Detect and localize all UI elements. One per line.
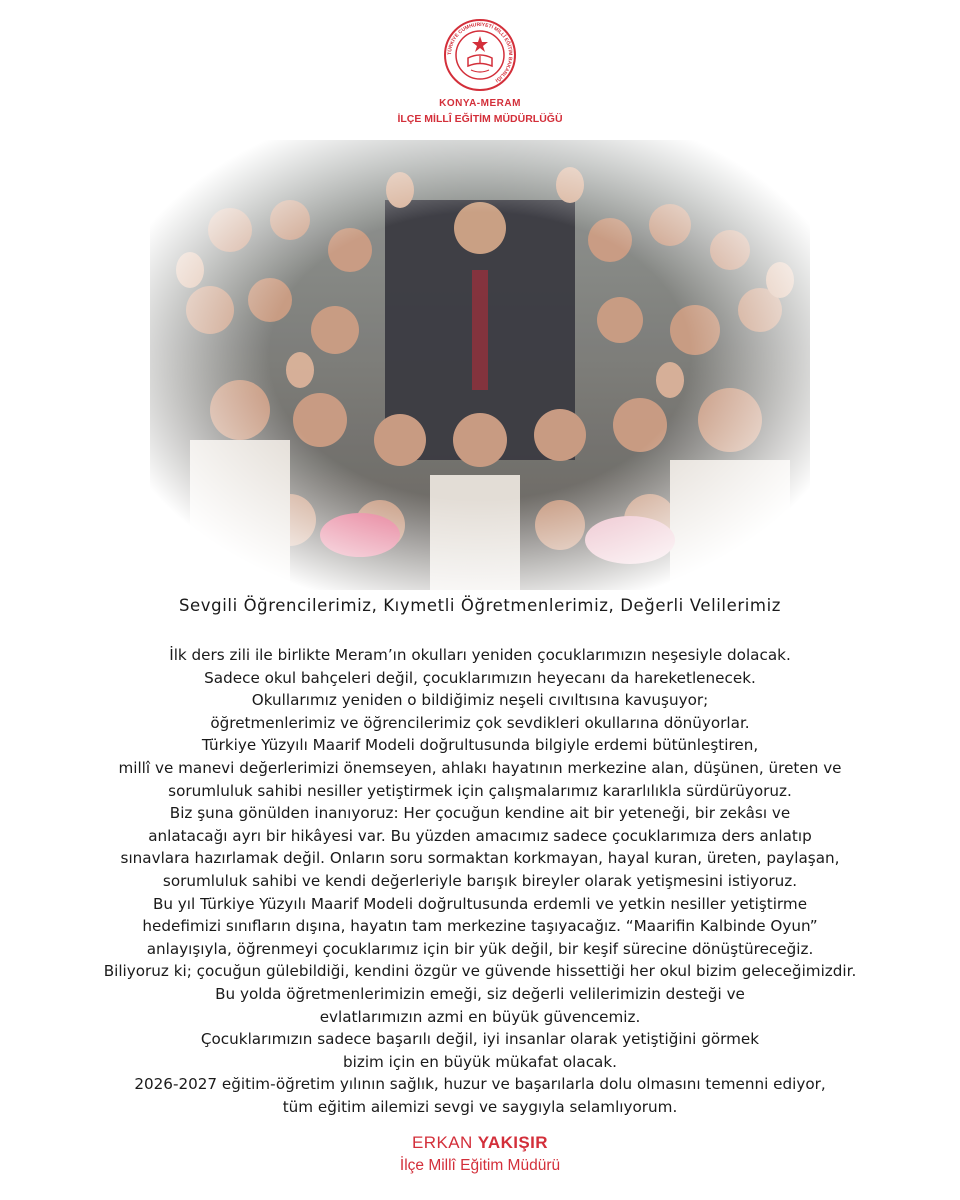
ministry-seal-icon bbox=[443, 18, 517, 92]
salutation: Sevgili Öğrencilerimiz, Kıymetli Öğretmenlerimiz, Değerli Velilerimiz bbox=[178, 596, 782, 615]
message-line: 2026-2027 eğitim-öğretim yılının sağlık, huzur ve başarılarla dolu olmasını temenni ediyor, bbox=[134, 1075, 826, 1094]
message-line: sorumluluk sahibi ve kendi değerleriyle barışık bireyler olarak yetişmesini istiyoruz. bbox=[162, 871, 798, 890]
org-name: İLÇE MİLLÎ EĞİTİM MÜDÜRLÜĞÜ bbox=[397, 113, 563, 125]
message-line: sınavlara hazırlamak değil. Onların soru sormaktan korkmayan, hayal kuran, üreten, paylaşan, bbox=[120, 849, 840, 868]
signature-title: İlçe Millî Eğitim Müdürü bbox=[399, 1157, 561, 1174]
message-line: sorumluluk sahibi nesiller yetiştirmek için çalışmalarımız kararlılıkla sürdürüyoruz. bbox=[168, 781, 792, 800]
org-city: KONYA-MERAM bbox=[439, 98, 521, 109]
signature-name bbox=[0, 1133, 960, 1153]
signature-first-name: ERKAN bbox=[412, 1133, 473, 1152]
message-line: anlayışıyla, öğrenmeyi çocuklarımız için bir yük değil, bir keşif sürecine dönüştüreceğiz. bbox=[146, 939, 814, 958]
message-line: Bu yıl Türkiye Yüzyılı Maarif Modeli doğrultusunda erdemli ve yetkin nesiller yetiştirme bbox=[152, 894, 808, 913]
message-line: bizim için en büyük mükafat olacak. bbox=[342, 1052, 617, 1071]
message-line: tüm eğitim ailemizi sevgi ve saygıyla selamlıyorum. bbox=[282, 1097, 678, 1116]
message-line: Okullarımız yeniden o bildiğimiz neşeli cıvıltısına kavuşuyor; bbox=[251, 691, 709, 710]
message-line: İlk ders zili ile birlikte Meram’ın okulları yeniden çocuklarımızın neşesiyle dolacak. bbox=[169, 646, 791, 664]
group-photo bbox=[150, 140, 810, 590]
message-line: Çocuklarımızın sadece başarılı değil, iyi insanlar olarak yetiştiğini görmek bbox=[200, 1030, 760, 1049]
message-line: Türkiye Yüzyılı Maarif Modeli doğrultusunda bilgiyle erdemi bütünleştiren, bbox=[201, 736, 759, 755]
header bbox=[0, 0, 960, 140]
message-line: evlatlarımızın azmi en büyük güvencemiz. bbox=[319, 1007, 641, 1026]
message-line: Biz şuna gönülden inanıyoruz: Her çocuğun kendine ait bir yeteneği, bir zekâsı ve bbox=[169, 804, 791, 823]
message-line: anlatacağı ayrı bir hikâyesi var. Bu yüzden amacımız sadece çocuklarımıza ders anlatıp bbox=[148, 826, 812, 845]
message-line: Bu yolda öğretmenlerimizin emeği, siz değerli velilerimizin desteği ve bbox=[215, 984, 745, 1003]
message-line: öğretmenlerimiz ve öğrencilerimiz çok sevdikleri okullarına dönüyorlar. bbox=[210, 713, 750, 732]
message-body bbox=[30, 644, 930, 1118]
message-line: hedefimizi sınıfların dışına, hayatın tam merkezine taşıyacağız. “Maarifin Kalbinde Oyun” bbox=[142, 917, 818, 936]
signature-last-name: YAKIŞIR bbox=[477, 1133, 548, 1152]
message-line: Sadece okul bahçeleri değil, çocuklarımızın heyecanı da hareketlenecek. bbox=[204, 668, 756, 687]
seal-ring-text: TÜRKİYE CUMHURİYETİ MİLLÎ EĞİTİM BAKANLIĞI bbox=[446, 21, 514, 84]
message-line: millî ve manevi değerlerimizi önemseyen, ahlakı hayatının merkezine alan, düşünen, üreten ve bbox=[118, 758, 842, 777]
message-line: Biliyoruz ki; çocuğun gülebildiği, kendini özgür ve güvende hissettiği her okul bizim geleceğimizdir. bbox=[103, 962, 857, 981]
